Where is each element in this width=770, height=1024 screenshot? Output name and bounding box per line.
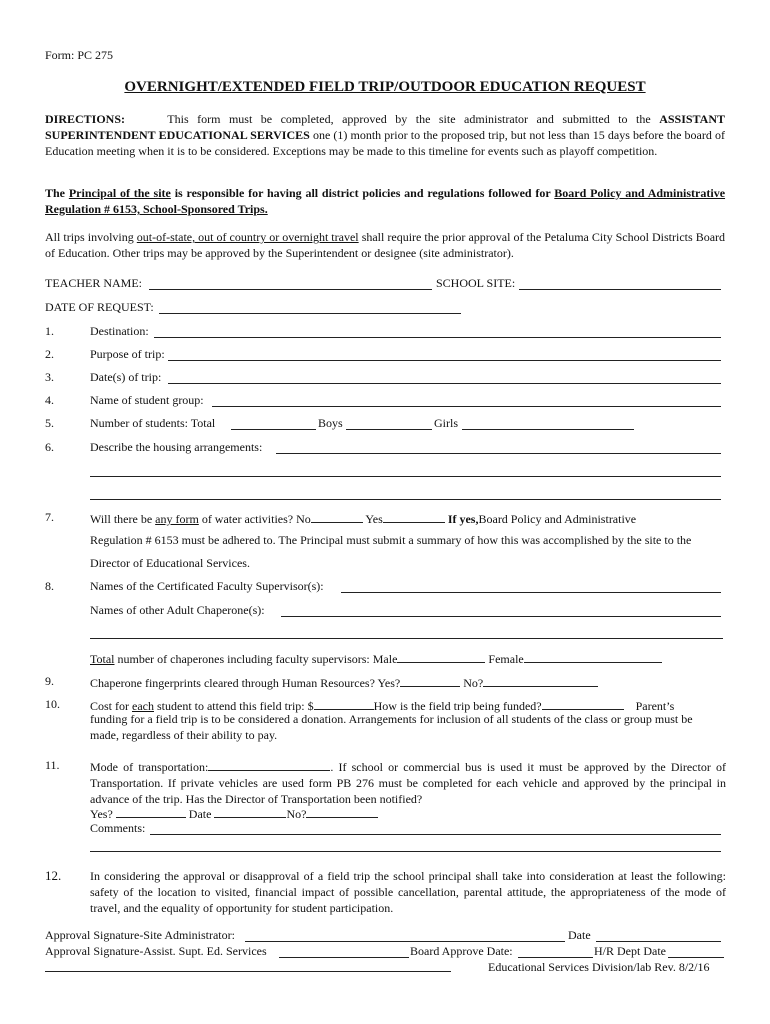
water-yes-label: Yes: [365, 512, 383, 526]
hr-date-label: H/R Dept Date: [594, 944, 666, 958]
notified-no-field[interactable]: [306, 805, 378, 818]
directions-text-1: This form must be completed, approved by the site administrator and submitted to the: [167, 112, 651, 126]
principal-paragraph: [45, 185, 725, 217]
water-yes-field[interactable]: [383, 510, 445, 523]
purpose-label: Purpose of trip:: [90, 347, 165, 361]
cost-each: each: [132, 699, 154, 713]
school-site-label: SCHOOL SITE:: [436, 276, 516, 290]
approval-paragraph: [45, 229, 725, 261]
dates-field[interactable]: [168, 383, 721, 384]
female-field[interactable]: [524, 650, 662, 663]
form-number: Form: PC 275: [45, 48, 114, 62]
housing-label: Describe the housing arrangements:: [90, 440, 263, 454]
approval-u1: out-of-state, out of country or overnight travel: [136, 230, 359, 244]
male-field[interactable]: [397, 650, 485, 663]
transport-notified-line: [90, 805, 378, 822]
directions-bold: ASSISTANT SUPERINTENDENT EDUCATIONAL SERVICES: [45, 112, 725, 142]
notified-yes-field[interactable]: [116, 805, 186, 818]
item-3-number: 3.: [45, 370, 54, 384]
approval-t1: All trips involving: [45, 230, 134, 244]
site-admin-signature-field[interactable]: [245, 941, 565, 942]
funding-field[interactable]: [542, 697, 624, 710]
item-6-number: 6.: [45, 440, 54, 454]
asst-supt-signature-field[interactable]: [279, 957, 409, 958]
total-underlined: Total: [90, 652, 115, 666]
comments-field-2[interactable]: [90, 851, 721, 852]
principal-t1: The: [45, 186, 66, 200]
footer-revision: Educational Services Division/lab Rev. 8/2/16: [488, 960, 710, 974]
water-activities-question: [90, 510, 636, 527]
item-7-number: 7.: [45, 510, 54, 524]
page-title: OVERNIGHT/EXTENDED FIELD TRIP/OUTDOOR EDUCATION REQUEST: [124, 79, 646, 95]
boys-field[interactable]: [346, 429, 432, 430]
water-director-text: Director of Educational Services.: [90, 556, 250, 570]
approval-considerations: In considering the approval or disapproval of a field trip the school principal shall take into consideration at least the following: safety of the location to visited, financial impact of possible cancellation, parental attitude, the appropriateness of the mode of travel, and the equality of opportunity for student participation.: [90, 869, 726, 915]
water-if-yes: If yes,: [447, 512, 479, 526]
housing-field-1[interactable]: [276, 453, 721, 454]
total-chaperones-text: number of chaperones including faculty supervisors: Male: [117, 652, 398, 666]
directions-text-2: one (1) month prior to the proposed trip, but not less than 15 days before the board of Education meeting when it is to be considered. Exceptions may be made to this timeline for events such as playoff competition.: [45, 128, 725, 158]
fingerprints-text: Chaperone fingerprints cleared through Human Resources? Yes?: [90, 676, 401, 690]
item-11-number: 11.: [45, 758, 60, 772]
approval-t2: shall require the prior approval of the Petaluma City School Districts Board of Education. Other trips may be approved by the Superintendent or designee (site administrator).: [45, 230, 726, 260]
dates-label: Date(s) of trip:: [90, 370, 162, 384]
teacher-name-field[interactable]: [149, 289, 432, 290]
asst-supt-signature-label: Approval Signature-Assist. Supt. Ed. Services: [45, 944, 267, 958]
transport-text: . If school or commercial bus is used it must be approved by the Director of Transportation. If private vehicles are used form PB 276 must be completed for each vehicle and approved by the principal in advance of the trip. Has the Director of Transportation been notified?: [90, 760, 726, 806]
cost-t2: student to attend this field trip: $: [156, 699, 314, 713]
transportation-paragraph: [90, 758, 726, 807]
transport-label: Mode of transportation:: [90, 760, 209, 774]
board-approve-label: Board Approve Date:: [410, 944, 513, 958]
girls-field[interactable]: [462, 429, 634, 430]
student-group-label: Name of student group:: [90, 393, 204, 407]
principal-t2: is responsible for having all district policies and regulations followed for: [174, 186, 551, 200]
fingerprints-question: [90, 674, 598, 691]
water-t2: of water activities? No: [201, 512, 311, 526]
fingerprints-no-label: No?: [463, 676, 484, 690]
total-chaperones-line: [90, 650, 662, 667]
item-5-number: 5.: [45, 416, 54, 430]
faculty-supervisors-label: Names of the Certificated Faculty Supervisor(s):: [90, 579, 324, 593]
water-no-field[interactable]: [311, 510, 363, 523]
parents-text: Parent’s: [635, 699, 675, 713]
site-admin-signature-label: Approval Signature-Site Administrator:: [45, 928, 235, 942]
faculty-supervisors-field[interactable]: [341, 592, 721, 593]
cost-t1: Cost for: [90, 699, 129, 713]
housing-field-3[interactable]: [90, 499, 721, 500]
comments-label: Comments:: [90, 821, 146, 835]
item-12-number: 12.: [45, 868, 62, 883]
teacher-name-label: TEACHER NAME:: [45, 276, 142, 290]
adult-chaperones-label: Names of other Adult Chaperone(s):: [90, 603, 265, 617]
fingerprints-no-field[interactable]: [483, 674, 598, 687]
housing-field-2[interactable]: [90, 476, 721, 477]
principal-u2: Board Policy and Administrative Regulation # 6153, School-Sponsored Trips.: [45, 186, 726, 216]
water-u1: any form: [155, 512, 199, 526]
site-admin-date-label: Date: [568, 928, 591, 942]
female-label: Female: [488, 652, 524, 666]
directions-paragraph: [45, 111, 725, 159]
water-t3: Board Policy and Administrative: [478, 512, 637, 526]
directions-label: DIRECTIONS:: [45, 112, 126, 126]
funding-question: How is the field trip being funded?: [373, 699, 542, 713]
student-group-field[interactable]: [212, 406, 721, 407]
item-2-number: 2.: [45, 347, 54, 361]
item-1-number: 1.: [45, 324, 54, 338]
item-4-number: 4.: [45, 393, 54, 407]
purpose-field[interactable]: [168, 360, 721, 361]
hr-date-field[interactable]: [668, 957, 724, 958]
comments-field-1[interactable]: [150, 834, 721, 835]
students-total-field[interactable]: [231, 429, 316, 430]
destination-field[interactable]: [154, 337, 721, 338]
girls-label: Girls: [434, 416, 458, 430]
item-8-number: 8.: [45, 579, 54, 593]
date-of-request-field[interactable]: [159, 313, 461, 314]
fingerprints-yes-field[interactable]: [400, 674, 460, 687]
item-10-number: 10.: [45, 697, 60, 711]
date-of-request-label: DATE OF REQUEST:: [45, 300, 154, 314]
notified-no-label: No?: [286, 807, 307, 821]
signature-line[interactable]: [45, 971, 451, 972]
students-total-label: Number of students: Total: [90, 416, 216, 430]
cost-field[interactable]: [314, 697, 374, 710]
notified-date-field[interactable]: [214, 805, 286, 818]
school-site-field[interactable]: [519, 289, 721, 290]
board-approve-field[interactable]: [518, 957, 593, 958]
adult-chaperones-field-1[interactable]: [281, 616, 721, 617]
destination-label: Destination:: [90, 324, 149, 338]
site-admin-date-field[interactable]: [596, 941, 721, 942]
funding-note: funding for a field trip is to be considered a donation. Arrangements for inclusion of all students of the class or group must be made, regardless of their ability to pay.: [90, 712, 693, 742]
notified-date-label: Date: [188, 807, 212, 821]
water-regulation-text: Regulation # 6153 must be adhered to. The Principal must submit a summary of how this was accomplished by the site to the: [90, 533, 692, 547]
boys-label: Boys: [318, 416, 343, 430]
item-9-number: 9.: [45, 674, 54, 688]
water-t1: Will there be: [90, 512, 153, 526]
notified-yes-label: Yes?: [90, 807, 113, 821]
adult-chaperones-field-2[interactable]: [90, 638, 723, 639]
principal-u1: Principal of the site: [68, 186, 171, 200]
transport-mode-field[interactable]: [208, 758, 330, 771]
